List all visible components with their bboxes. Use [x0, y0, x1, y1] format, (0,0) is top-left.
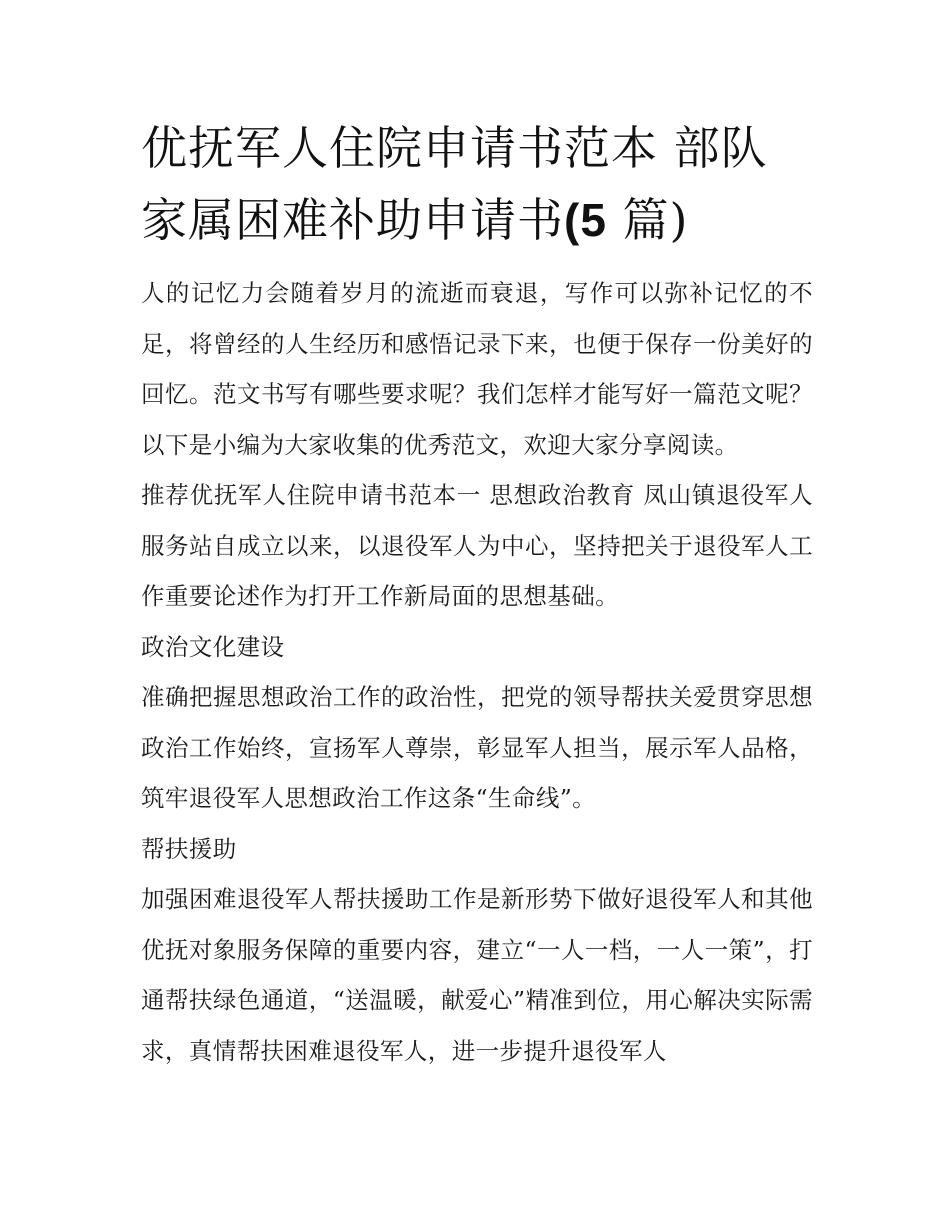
title-suffix: 篇) — [606, 193, 689, 247]
intro-paragraph: 人的记忆力会随着岁月的流逝而衰退，写作可以弥补记忆的不足，将曾经的人生经历和感悟记录下来，也便于保存一份美好的回忆。范文书写有哪些要求呢？我们怎样才能写好一篇范文呢？以下是小编为大家收集的优秀范文，欢迎大家分享阅读。 — [141, 279, 813, 459]
political-culture-paragraph: 准确把握思想政治工作的政治性，把党的领导帮扶关爱贯穿思想政治工作始终，宣扬军人尊崇，彰显军人担当，展示军人品格，筑牢退役军人思想政治工作这条“生命线”。 — [141, 683, 813, 812]
section-heading-political-culture: 政治文化建设 — [141, 632, 285, 661]
assistance-paragraph: 加强困难退役军人帮扶援助工作是新形势下做好退役军人和其他优抚对象服务保障的重要内容，建立“一人一档，一人一策”，打通帮扶绿色通道，“送温暖，献爱心”精准到位，用心解决实际需求，真情帮扶困难退役军人，进一步提升退役军人 — [141, 885, 813, 1065]
document-title — [141, 112, 813, 256]
document-body — [141, 112, 813, 1076]
title-count: (5 — [564, 194, 607, 246]
recommend-paragraph: 推荐优抚军人住院申请书范本一 思想政治教育 凤山镇退役军人服务站自成立以来，以退役军人为中心，坚持把关于退役军人工作重要论述作为打开工作新局面的思想基础。 — [141, 481, 813, 610]
title-text: 优抚军人住院申请书范本 部队家属困难补助申请书 — [141, 121, 768, 247]
section-heading-assistance: 帮扶援助 — [141, 834, 237, 863]
